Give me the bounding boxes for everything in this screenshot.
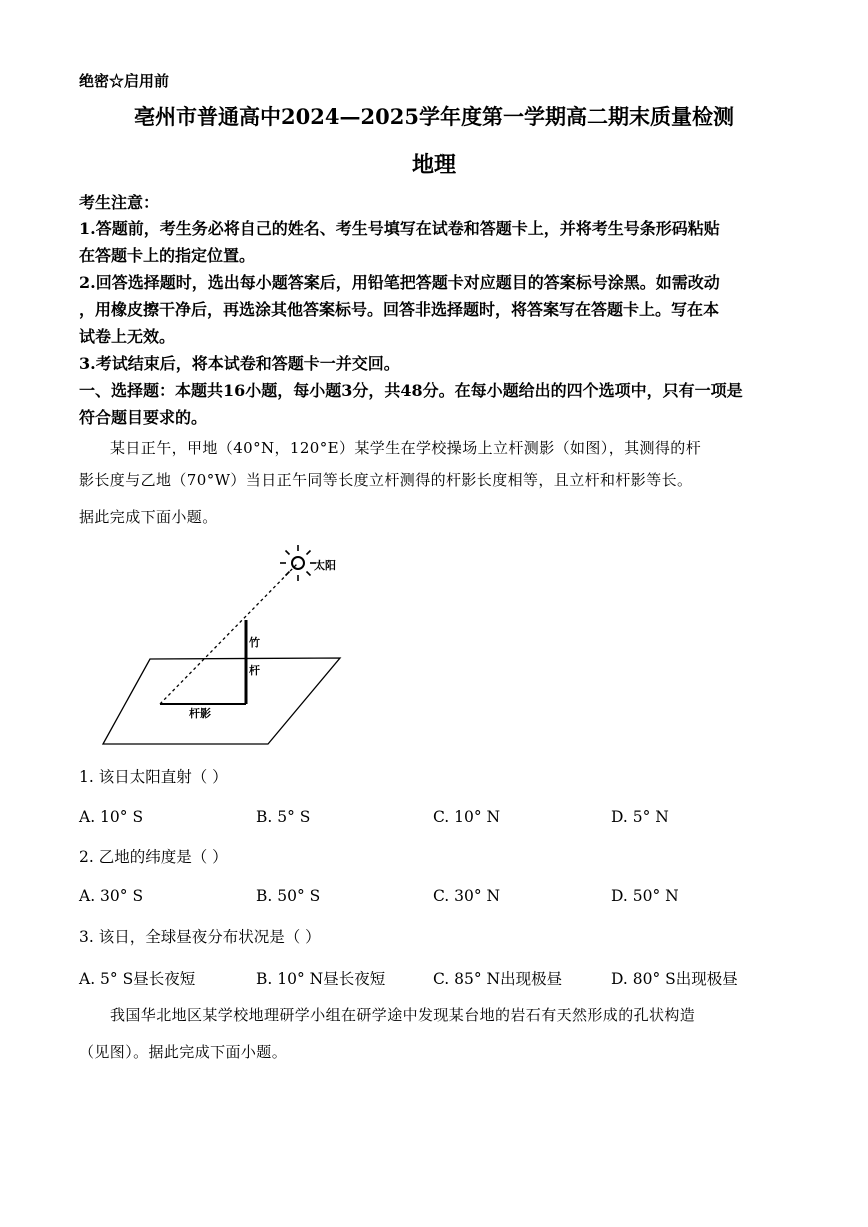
- passage-line: 影长度与乙地（70°W）当日正午同等长度立杆测得的杆影长度相等，且立杆和杆影等长。: [79, 471, 693, 489]
- option-a: A. 30° S: [79, 887, 144, 905]
- option-d: D. 80° S出现极昼: [611, 970, 738, 988]
- secret-label: 绝密☆启用前: [79, 72, 170, 90]
- sun-ray: [160, 563, 298, 704]
- option-c: C. 30° N: [433, 887, 501, 905]
- option-b: B. 50° S: [256, 887, 321, 905]
- section-heading: 符合题目要求的。: [79, 408, 208, 427]
- notice-line: ，用橡皮擦干净后，再选涂其他答案标号。回答非选择题时，将答案写在答题卡上。写在本: [79, 300, 720, 319]
- pole-label: 竹: [249, 636, 260, 649]
- option-c: C. 85° N出现极昼: [433, 970, 563, 988]
- exam-title: 亳州市普通高中2024—2025学年度第一学期高二期末质量检测: [134, 104, 734, 129]
- shadow-label: 杆影: [189, 707, 211, 720]
- notice-line: 3.考试结束后，将本试卷和答题卡一并交回。: [79, 354, 400, 373]
- passage-line: （见图）。据此完成下面小题。: [79, 1043, 288, 1061]
- question-stem: 2. 乙地的纬度是（ ）: [79, 848, 228, 866]
- notice-line: 在答题卡上的指定位置。: [79, 246, 256, 265]
- notice-line: 1.答题前，考生务必将自己的姓名、考生号填写在试卷和答题卡上，并将考生号条形码粘贴: [79, 219, 720, 238]
- question-stem: 1. 该日太阳直射（ ）: [79, 768, 228, 786]
- option-a: A. 5° S昼长夜短: [79, 970, 196, 988]
- notice-line: 2.回答选择题时，选出每小题答案后，用铅笔把答题卡对应题目的答案标号涂黑。如需改动: [79, 273, 720, 292]
- passage-line: 某日正午，甲地（40°N，120°E）某学生在学校操场上立杆测影（如图），其测得的杆: [110, 439, 702, 457]
- option-a: A. 10° S: [79, 808, 144, 826]
- notice-line: 试卷上无效。: [79, 327, 176, 346]
- option-b: B. 10° N昼长夜短: [256, 970, 386, 988]
- notice-heading: 考生注意：: [79, 193, 160, 212]
- passage-line: 我国华北地区某学校地理研学小组在研学途中发现某台地的岩石有天然形成的孔状构造: [110, 1006, 696, 1024]
- ground-plane: [103, 658, 340, 744]
- option-b: B. 5° S: [256, 808, 311, 826]
- option-d: D. 5° N: [611, 808, 669, 826]
- section-heading: 一、选择题：本题共16小题，每小题3分，共48分。在每小题给出的四个选项中，只有一项是: [79, 381, 743, 400]
- passage-line: 据此完成下面小题。: [79, 508, 218, 526]
- option-c: C. 10° N: [433, 808, 501, 826]
- question-stem: 3. 该日，全球昼夜分布状况是（ ）: [79, 928, 321, 946]
- subject-title: 地理: [411, 152, 456, 178]
- option-d: D. 50° N: [611, 887, 679, 905]
- pole-label: 杆: [249, 664, 260, 677]
- sun-label: 太阳: [314, 559, 336, 572]
